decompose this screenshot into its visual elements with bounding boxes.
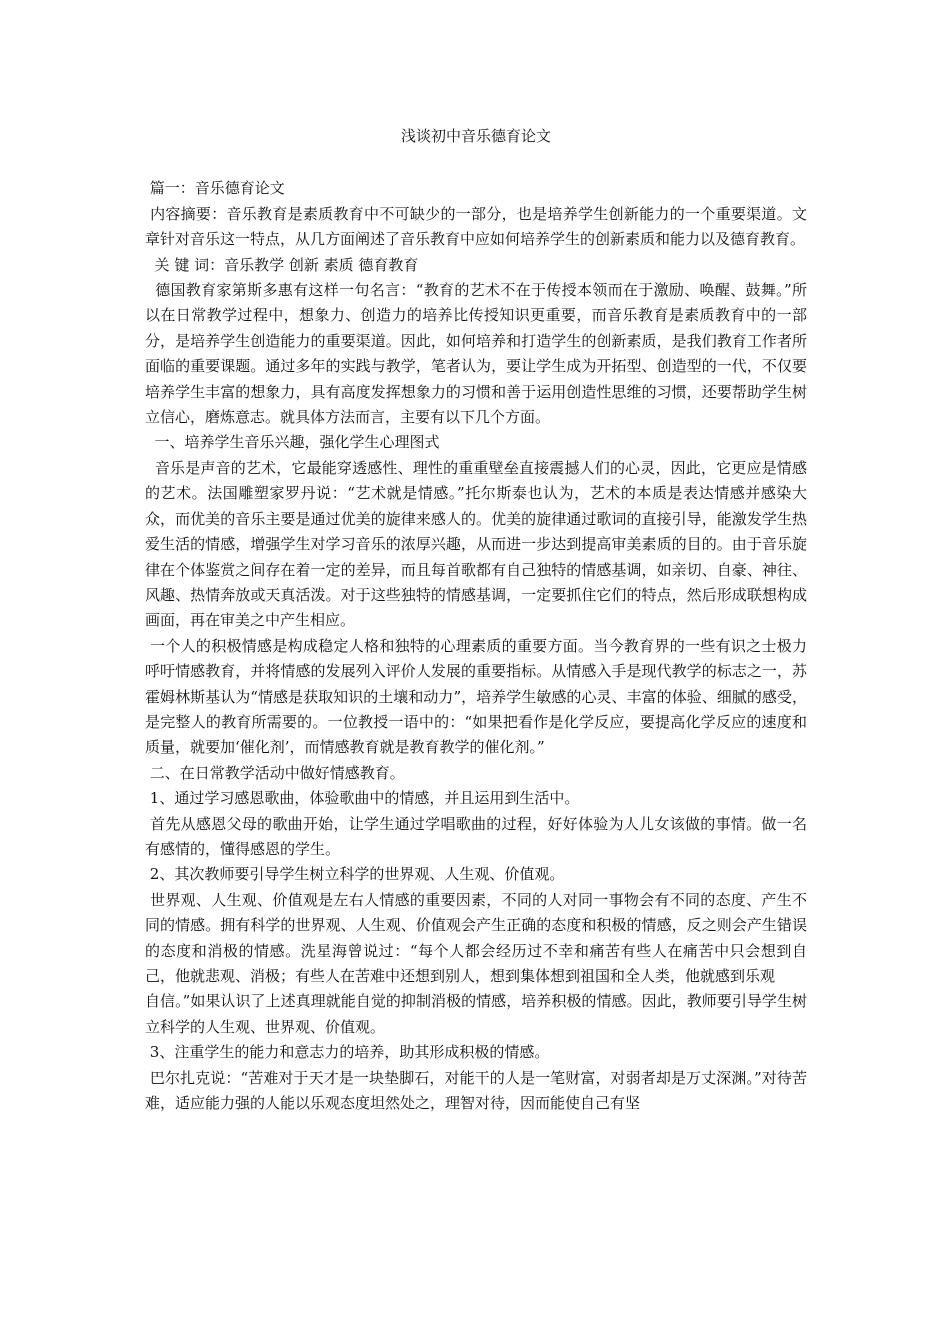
- paragraph: 关 键 词：音乐教学 创新 素质 德育教育: [145, 255, 419, 274]
- document-page: [145, 124, 807, 1116]
- document-body: [145, 176, 807, 1116]
- paragraph: 篇一：音乐德育论文: [145, 179, 285, 198]
- paragraph: 首先从感恩父母的歌曲开始，让学生通过学唱歌曲的过程，好好体验为人儿女该做的事情。做一名有感情的，懂得感恩的学生。: [145, 814, 807, 858]
- paragraph: 巴尔扎克说：“苦难对于天才是一块垫脚石，对能干的人是一笔财富，对弱者却是万丈深渊。”对待苦难，适应能力强的人能以乐观态度坦然处之，理智对待，因而能使自己有坚: [145, 1068, 807, 1113]
- paragraph: 3、注重学生的能力和意志力的培养，助其形成积极的情感。: [145, 1043, 550, 1062]
- paragraph: 德国教育家第斯多惠有这样一句名言：“教育的艺术不在于传授本领而在于激励、唤醒、鼓舞。”所以在日常教学过程中，想象力、创造力的培养比传授知识更重要，而音乐教育是素质教育中的一部分，是培养学生创造能力的重要渠道。因此，如何培养和打造学生的创新素质，是我们教育工作者所面临的重要课题。通过多年的实践与教学，笔者认为，要让学生成为开拓型、创造型的一代，不仅要培养学生丰富的想象力，具有高度发挥想象力的习惯和善于运用创造性思维的习惯，还要帮助学生树立信心，磨炼意志。就具体方法而言，主要有以下几个方面。: [145, 281, 807, 427]
- paragraph: 一、培养学生音乐兴趣，强化学生心理图式: [145, 433, 440, 452]
- paragraph: 二、在日常教学活动中做好情感教育。: [145, 763, 405, 782]
- paragraph: 世界观、人生观、价值观是左右人情感的重要因素，不同的人对同一事物会有不同的态度、产生不同的情感。拥有科学的世界观、人生观、价值观会产生正确的态度和积极的情感，反之则会产生错误的态度和消极的情感。洗星海曾说过：“每个人都会经历过不幸和痛苦有些人在痛苦中只会想到自己，他就悲观、消极；有些人在苦难中还想到别人，想到集体想到祖国和全人类，他就感到乐观: [145, 890, 807, 985]
- paragraph: 一个人的积极情感是构成稳定人格和独特的心理素质的重要方面。当今教育界的一些有识之士极力呼吁情感教育，并将情感的发展列入评价人发展的重要指标。从情感入手是现代教学的标志之一，苏霍姆林斯基认为“情感是获取知识的土壤和动力”，培养学生敏感的心灵、丰富的体验、细腻的感受，是完整人的教育所需要的。一位教授一语中的：“如果把看作是化学反应，要提高化学反应的速度和质量，就要加‘催化剂’，而情感教育就是教育教学的催化剂。”: [145, 636, 807, 757]
- paragraph: 1、通过学习感恩歌曲，体验歌曲中的情感，并且运用到生活中。: [145, 789, 580, 808]
- document-title: 浅谈初中音乐德育论文: [400, 127, 551, 145]
- paragraph: 自信。”如果认识了上述真理就能自觉的抑制消极的情感，培养积极的情感。因此，教师要引导学生树立科学的人生观、世界观、价值观。: [145, 992, 807, 1036]
- paragraph: 音乐是声音的艺术，它最能穿透感性、理性的重重壁垒直接震撼人们的心灵，因此，它更应是情感的艺术。法国雕塑家罗丹说：“艺术就是情感。”托尔斯泰也认为，艺术的本质是表达情感并感染大众，而优美的音乐主要是通过优美的旋律来感人的。优美的旋律通过歌词的直接引导，能激发学生热爱生活的情感，增强学生对学习音乐的浓厚兴趣，从而进一步达到提高审美素质的目的。由于音乐旋律在个体鉴赏之间存在着一定的差异，而且每首歌都有自己独特的情感基调，如亲切、自豪、神往、风趣、热情奔放或天真活泼。对于这些独特的情感基调，一定要抓住它们的特点，然后形成联想构成画面，再在审美之中产生相应。: [145, 458, 807, 630]
- paragraph: 2、其次教师要引导学生树立科学的世界观、人生观、价值观。: [145, 865, 565, 884]
- paragraph: 内容摘要：音乐教育是素质教育中不可缺少的一部分，也是培养学生创新能力的一个重要渠道。文章针对音乐这一特点，从几方面阐述了音乐教育中应如何培养学生的创新素质和能力以及德育教育。: [145, 204, 807, 249]
